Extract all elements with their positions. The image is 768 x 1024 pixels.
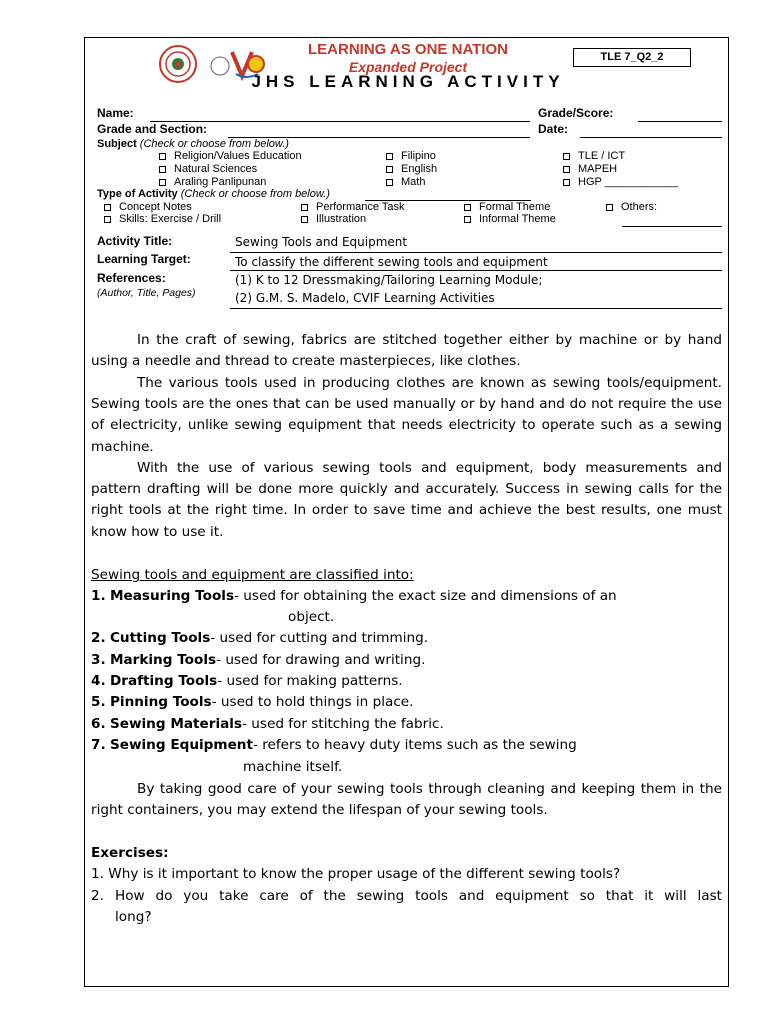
activity-type-option[interactable]: Performance Task — [301, 201, 404, 213]
exercise-2-number: 2. — [91, 888, 104, 904]
subject-option[interactable]: Math — [386, 176, 425, 188]
exercises-label: Exercises: — [91, 845, 169, 861]
checkbox-icon — [104, 204, 111, 211]
list-item: 5. Pinning Tools- used to hold things in place. — [91, 694, 414, 710]
exercise-2: How do you take care of the sewing tools and equipment so that it will last — [115, 888, 722, 904]
paragraph-4: By taking good care of your sewing tools through cleaning and keeping them in the right containers, you may extend the lifespan of your sewing tools. — [91, 781, 722, 819]
name-label: Name: — [97, 106, 134, 120]
checkbox-icon — [464, 204, 471, 211]
activity-type-option[interactable]: Others: — [606, 201, 657, 213]
header-nation: LEARNING AS ONE NATION — [307, 41, 508, 58]
checkbox-icon — [563, 166, 570, 173]
subject-option[interactable]: HGP ____________ — [563, 176, 678, 188]
activity-type-option[interactable]: Formal Theme — [464, 201, 550, 213]
activity-type-option[interactable]: Illustration — [301, 213, 366, 225]
learning-target-label: Learning Target: — [97, 252, 191, 266]
checkbox-icon — [386, 153, 393, 160]
subject-option[interactable]: Araling Panlipunan — [159, 176, 266, 188]
checkbox-icon — [464, 216, 471, 223]
checkbox-icon — [301, 204, 308, 211]
subject-option[interactable]: MAPEH — [563, 163, 617, 175]
activity-type-option[interactable]: Concept Notes — [104, 201, 192, 213]
list-item: 2. Cutting Tools- used for cutting and trimming. — [91, 630, 429, 646]
header-expanded-project: Expanded Project — [348, 59, 468, 75]
paragraph-3: With the use of various sewing tools and equipment, body measurements and pattern drafting will be done more quickly and accurately. Success in sewing calls for the right tools at the right time. In order to save time and achieve the best results, one must know how to use it. — [91, 460, 722, 540]
grade-score-field[interactable] — [638, 121, 722, 122]
activity-title-underline — [230, 252, 722, 253]
grade-section-label: Grade and Section: — [97, 122, 208, 136]
references-underline — [230, 308, 722, 309]
checkbox-icon — [563, 179, 570, 186]
checkbox-icon — [104, 216, 111, 223]
exercise-1: 1. Why is it important to know the proper usage of the different sewing tools? — [91, 866, 621, 882]
activity-type-option[interactable]: Skills: Exercise / Drill — [104, 213, 221, 225]
subject-option[interactable]: TLE / ICT — [563, 150, 625, 162]
exercise-2-continuation: long? — [115, 909, 152, 925]
learning-target-underline — [230, 270, 722, 271]
subject-option[interactable]: Religion/Values Education — [159, 150, 302, 162]
subject-option[interactable]: Filipino — [386, 150, 436, 162]
list-item: 7. Sewing Equipment- refers to heavy duty items such as the sewing — [91, 737, 577, 753]
reference-2: (2) G.M. S. Madelo, CVIF Learning Activities — [235, 291, 495, 305]
checkbox-icon — [159, 153, 166, 160]
activity-type-option[interactable]: Informal Theme — [464, 213, 556, 225]
school-seal-logo — [158, 44, 198, 84]
reference-1: (1) K to 12 Dressmaking/Tailoring Learning Module; — [235, 273, 543, 287]
checkbox-icon — [386, 166, 393, 173]
checkbox-icon — [563, 153, 570, 160]
header-title: JHS LEARNING ACTIVITY — [251, 72, 565, 91]
subject-label: Subject — [97, 138, 137, 150]
paragraph-1: In the craft of sewing, fabrics are stitched together either by machine or by hand using a needle and thread to create masterpieces, like clothes. — [91, 332, 722, 370]
subject-hint: (Check or choose from below.) — [139, 138, 289, 150]
list-item-continuation: machine itself. — [243, 759, 343, 775]
subject-heading — [97, 138, 289, 150]
activity-type-label: Type of Activity — [97, 188, 178, 200]
list-item-continuation: object. — [288, 609, 335, 625]
learning-target-value: To classify the different sewing tools and equipment — [235, 255, 548, 269]
checkbox-icon — [301, 216, 308, 223]
list-item: 3. Marking Tools- used for drawing and writing. — [91, 652, 426, 668]
checkbox-icon — [386, 179, 393, 186]
others-field[interactable] — [622, 226, 722, 227]
subject-option[interactable]: Natural Sciences — [159, 163, 257, 175]
activity-title-value: Sewing Tools and Equipment — [235, 235, 408, 249]
activity-title-label: Activity Title: — [97, 234, 173, 248]
paragraph-2: The various tools used in producing clothes are known as sewing tools/equipment. Sewing tools are the ones that can be used manually or by hand and do not require the use of electricity, unlike sewing equipment that needs electricity to operate such as a sewing machine. — [91, 375, 722, 455]
subject-option[interactable]: English — [386, 163, 437, 175]
checkbox-icon — [159, 166, 166, 173]
activity-type-heading — [97, 188, 330, 200]
checkbox-icon — [606, 204, 613, 211]
activity-code: TLE 7_Q2_2 — [573, 48, 691, 67]
activity-type-hint: (Check or choose from below.) — [180, 188, 330, 200]
date-field[interactable] — [580, 137, 722, 138]
grade-score-label: Grade/Score: — [538, 106, 614, 120]
references-label: References: — [97, 271, 166, 285]
list-heading: Sewing tools and equipment are classified into: — [91, 567, 414, 583]
references-hint: (Author, Title, Pages) — [97, 287, 196, 299]
list-item: 6. Sewing Materials- used for stitching the fabric. — [91, 716, 444, 732]
list-item: 4. Drafting Tools- used for making patterns. — [91, 673, 403, 689]
checkbox-icon — [159, 179, 166, 186]
date-label: Date: — [538, 122, 569, 136]
list-item: 1. Measuring Tools- used for obtaining the exact size and dimensions of an — [91, 588, 617, 604]
